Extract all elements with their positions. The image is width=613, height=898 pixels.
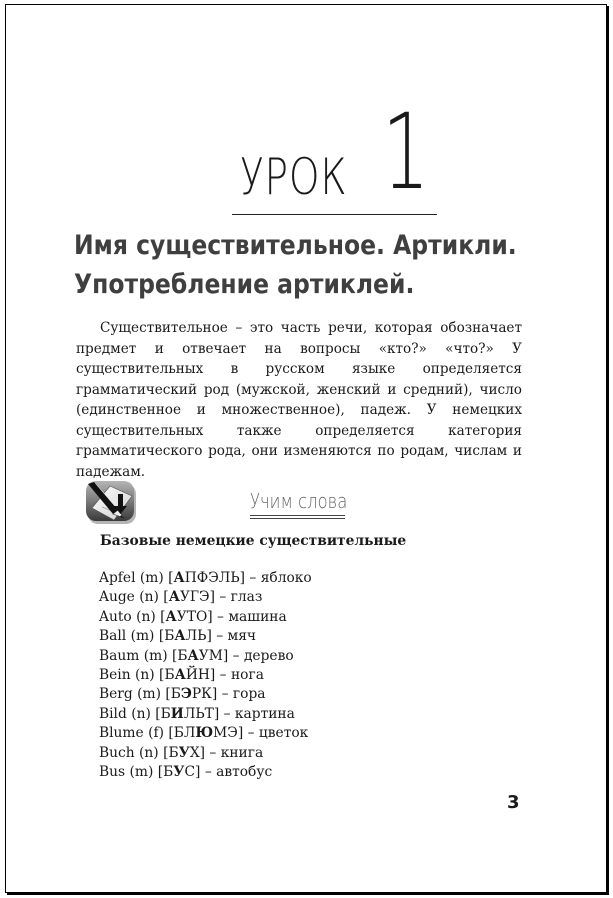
translation: мяч: [227, 628, 257, 645]
german-word: Auto: [99, 608, 132, 625]
pronunciation-part: Б: [164, 666, 175, 683]
pronunciation-part: Б: [177, 647, 188, 664]
german-word: Bein: [99, 666, 131, 683]
translation: картина: [234, 705, 295, 722]
german-word: Baum: [99, 647, 140, 664]
gender-marker: (m): [129, 763, 154, 780]
section-title-rule-bottom: [250, 518, 345, 519]
page-number: 3: [507, 792, 520, 813]
intro-paragraph: Существительное – это часть речи, которая обозначает предмет и отвечает на вопросы «кто?» «что?» У существительных в русском языке определяется грамматический род (мужской, женский и средний), число (единственное и множественное), падеж. У немецких существительных также определяется категория грамматического рода, они изменяются по родам, числам и падежам.: [76, 320, 522, 480]
pencil-paper-icon: [84, 480, 138, 526]
pronunciation-part: Б: [163, 763, 174, 780]
section-subtitle: Базовые немецкие существительные: [100, 533, 407, 549]
pronunciation-part: Б: [160, 705, 171, 722]
pronunciation-part: Х: [189, 744, 200, 761]
translation: дерево: [243, 647, 294, 664]
pronunciation-part: С: [184, 763, 196, 780]
translation: нога: [230, 666, 264, 683]
stressed-letter: У: [178, 744, 190, 761]
topic-heading-line-2: Употребление артиклей.: [74, 269, 415, 300]
gender-marker: (f): [148, 725, 164, 742]
topic-heading-line-1: Имя существительное. Артикли.: [74, 230, 517, 261]
pronunciation-part: Б: [164, 628, 175, 645]
stressed-letter: А: [187, 647, 199, 664]
stressed-letter: И: [170, 705, 184, 722]
translation: цветок: [258, 725, 309, 742]
stressed-letter: Э: [180, 686, 192, 703]
gender-marker: (n): [139, 589, 159, 606]
section-title-rule-top: [250, 515, 345, 516]
vocabulary-entry: Auge (n) [АУГЭ] – глаз: [99, 589, 263, 606]
translation: книга: [220, 744, 264, 761]
german-word: Berg: [99, 686, 133, 703]
german-word: Blume: [99, 725, 144, 742]
vocabulary-entry: Bild (n) [БИЛЬТ] – картина: [99, 705, 295, 722]
gender-marker: (m): [143, 647, 168, 664]
pronunciation-part: УТО: [176, 608, 208, 625]
pronunciation-part: БЛ: [173, 725, 196, 742]
lesson-header: [232, 91, 437, 216]
stressed-letter: А: [174, 666, 186, 683]
gender-marker: (m): [137, 686, 161, 703]
gender-marker: (n): [136, 608, 156, 625]
german-word: Bus: [99, 763, 126, 780]
vocabulary-entry: Auto (n) [АУТО] – машина: [99, 608, 287, 625]
german-word: Apfel: [99, 570, 136, 586]
stressed-letter: Ю: [195, 725, 214, 742]
vocabulary-entry: Ball (m) [БАЛЬ] – мяч: [99, 628, 257, 645]
german-word: Ball: [99, 628, 127, 645]
translation: машина: [228, 608, 287, 625]
pronunciation-part: Б: [170, 686, 181, 703]
pronunciation-part: РК: [191, 686, 212, 703]
pronunciation-part: ЛЬ: [185, 628, 207, 645]
gender-marker: (n): [131, 705, 151, 722]
german-word: Buch: [99, 744, 135, 761]
vocabulary-entry: Baum (m) [БАУМ] – дерево: [99, 647, 294, 664]
vocabulary-entry: Berg (m) [БЭРК] – гора: [99, 686, 266, 703]
pronunciation-part: ЛЬТ: [183, 705, 214, 722]
pronunciation-part: Б: [168, 744, 179, 761]
pronunciation-part: ПФЭЛЬ: [184, 570, 240, 586]
stressed-letter: А: [174, 628, 186, 645]
german-word: Auge: [99, 589, 135, 606]
pronunciation-part: ЙН: [185, 666, 210, 683]
pronunciation-part: УГЭ: [179, 589, 210, 606]
vocabulary-entry: Apfel (m) [АПФЭЛЬ] – яблоко: [99, 570, 312, 586]
gender-marker: (m): [130, 628, 155, 645]
translation: яблоко: [260, 570, 312, 586]
vocabulary-entry: Bein (n) [БАЙН] – нога: [99, 666, 264, 683]
gender-marker: (n): [139, 744, 159, 761]
lesson-number: 1: [382, 91, 430, 213]
stressed-letter: А: [173, 570, 185, 586]
lesson-underline: [232, 214, 437, 215]
vocabulary-entry: Bus (m) [БУС] – автобус: [99, 763, 273, 780]
translation: глаз: [230, 589, 263, 606]
section-title: Учим слова: [250, 489, 348, 513]
gender-marker: (n): [135, 666, 155, 683]
vocabulary-entry: Buch (n) [БУХ] – книга: [99, 744, 264, 761]
stressed-letter: А: [168, 589, 180, 606]
lesson-word: УРОК: [240, 148, 348, 206]
stressed-letter: А: [165, 608, 177, 625]
translation: автобус: [216, 763, 273, 780]
translation: гора: [232, 686, 266, 703]
gender-marker: (m): [139, 570, 164, 586]
pronunciation-part: МЭ: [213, 725, 238, 742]
german-word: Bild: [99, 705, 127, 722]
stressed-letter: У: [173, 763, 185, 780]
vocabulary-list: [99, 569, 312, 782]
pronunciation-part: УМ: [198, 647, 223, 664]
vocabulary-entry: Blume (f) [БЛЮМЭ] – цветок: [99, 725, 309, 742]
